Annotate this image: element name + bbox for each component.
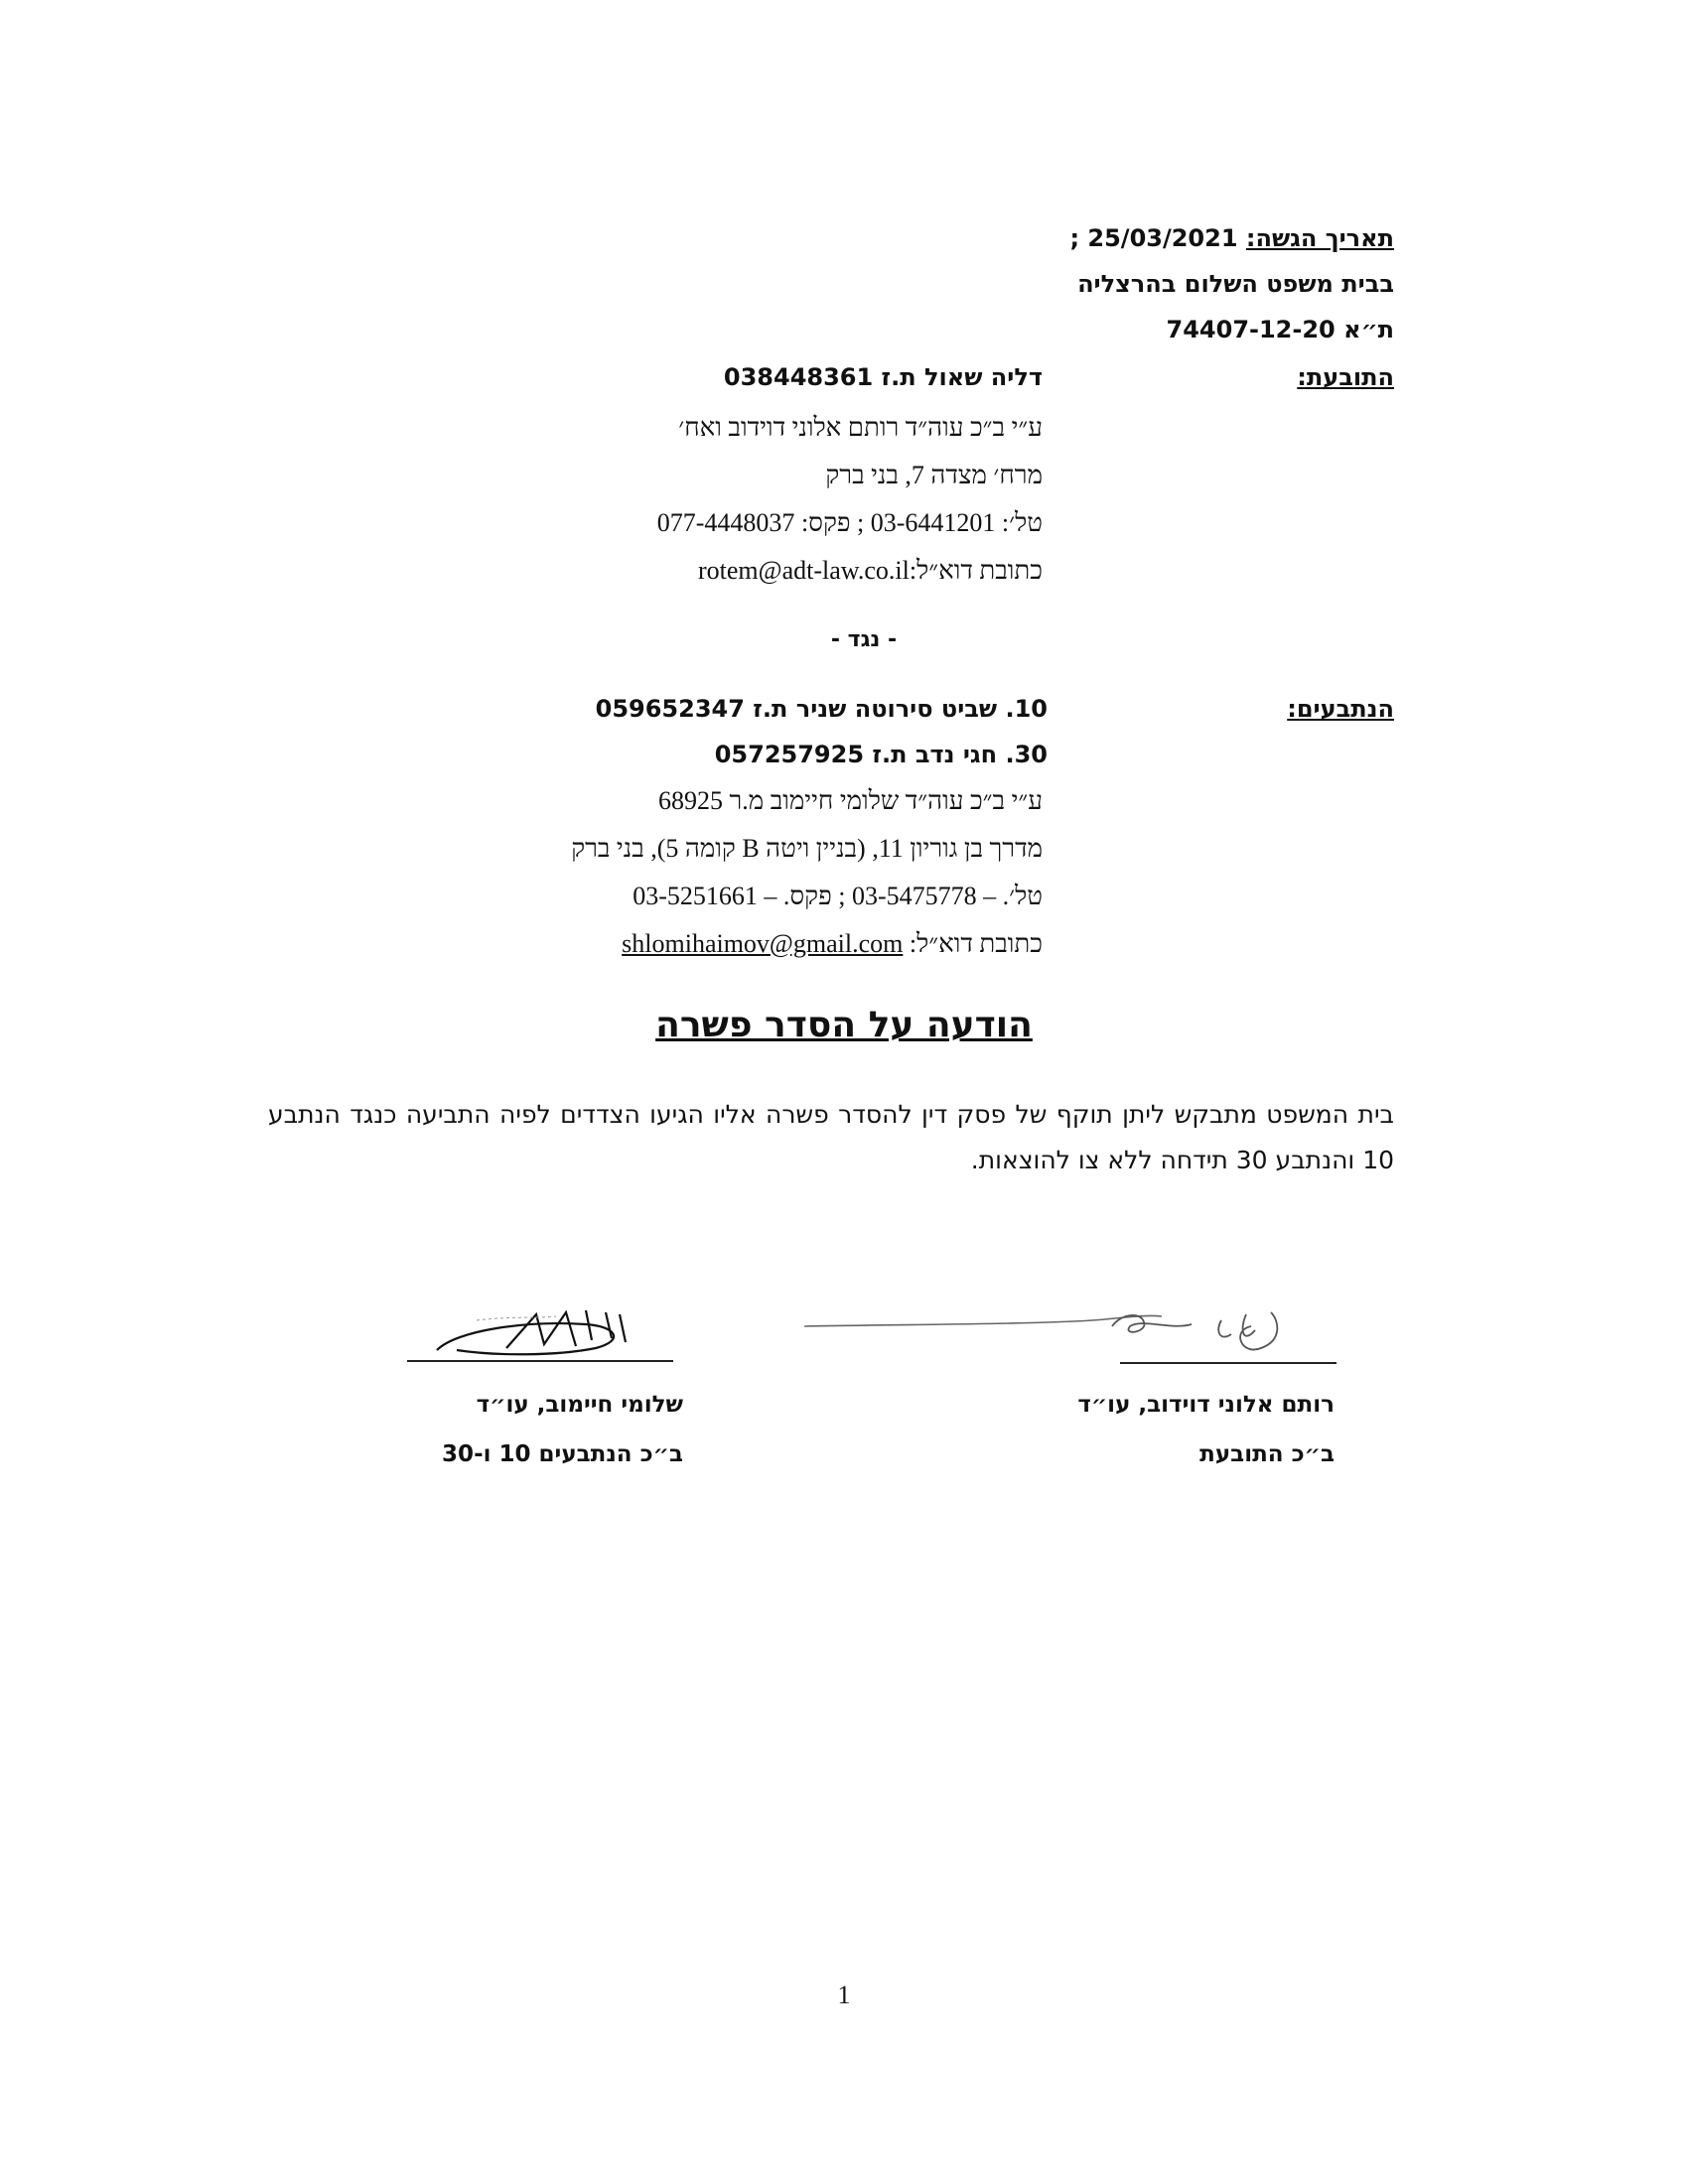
plaintiff-phone: טל׳: 03-6441201 ; פקס: 077-4448037 [656,508,1043,537]
right-signature-scribble [794,1291,1331,1380]
right-signatory-name: רותם אלוני דוידוב, עו״ד [1077,1392,1335,1418]
filing-date-line [1069,224,1394,252]
defendants-address: מדרך בן גוריון 11, (בניין ויטה B קומה 5), בני ברק [571,834,1043,863]
defendants-email[interactable]: shlomihaimov@gmail.com [622,929,904,958]
right-signature-line [1120,1362,1336,1364]
plaintiff-email-label: כתובת דוא״ל: [909,556,1043,585]
filing-date-value: 25/03/2021 ; [1069,224,1238,252]
plaintiff-label: התובעת: [1297,363,1394,391]
defendant-1: 10. שביט סירוטה שניר ת.ז 059652347 [595,695,1048,723]
plaintiff-address: מרח׳ מצדה 7, בני ברק [825,461,1043,489]
defendant-2: 30. חגי נדב ת.ז 057257925 [714,741,1048,768]
versus-separator: - נגד - [830,627,898,652]
right-signatory-role: ב״כ התובעת [1199,1441,1335,1467]
left-signatory-name: שלומי חיימוב, עו״ד [476,1392,683,1418]
case-number: ת״א 74407-12-20 [1166,316,1394,343]
plaintiff-name: דליה שאול ת.ז 038448361 [723,363,1043,391]
defendants-email-label: כתובת דוא״ל: [909,929,1043,958]
left-signature-line [407,1360,673,1362]
left-signatory-role: ב״כ הנתבעים 10 ו-30 [442,1441,683,1467]
plaintiff-email[interactable]: rotem@adt-law.co.il [698,556,910,585]
defendants-attorney: ע״י ב״כ עוה״ד שלומי חיימוב מ.ר 68925 [658,786,1043,815]
page-number: 1 [837,1980,851,2009]
left-signature-scribble [417,1291,675,1370]
filing-date-label: תאריך הגשה: [1245,224,1394,252]
plaintiff-attorney: ע״י ב״כ עוה״ד רותם אלוני דוידוב ואח׳ [678,413,1043,442]
document-title: הודעה על הסדר פשרה [655,1005,1033,1045]
plaintiff-email-line [698,556,1043,586]
defendants-label: הנתבעים: [1287,695,1394,723]
defendants-phone: טל׳. – 03-5475778 ; פקס. – 03-5251661 [633,882,1043,910]
body-paragraph: בית המשפט מתבקש ליתן תוקף של פסק דין להסדר פשרה אליו הגיעו הצדדים לפיה התביעה כנגד הנתבע 10 והנתבע 30 תידחה ללא צו להוצאות. [268,1100,1394,1174]
court-name: בבית משפט השלום בהרצליה [1077,270,1394,298]
defendants-email-line [622,929,1043,959]
